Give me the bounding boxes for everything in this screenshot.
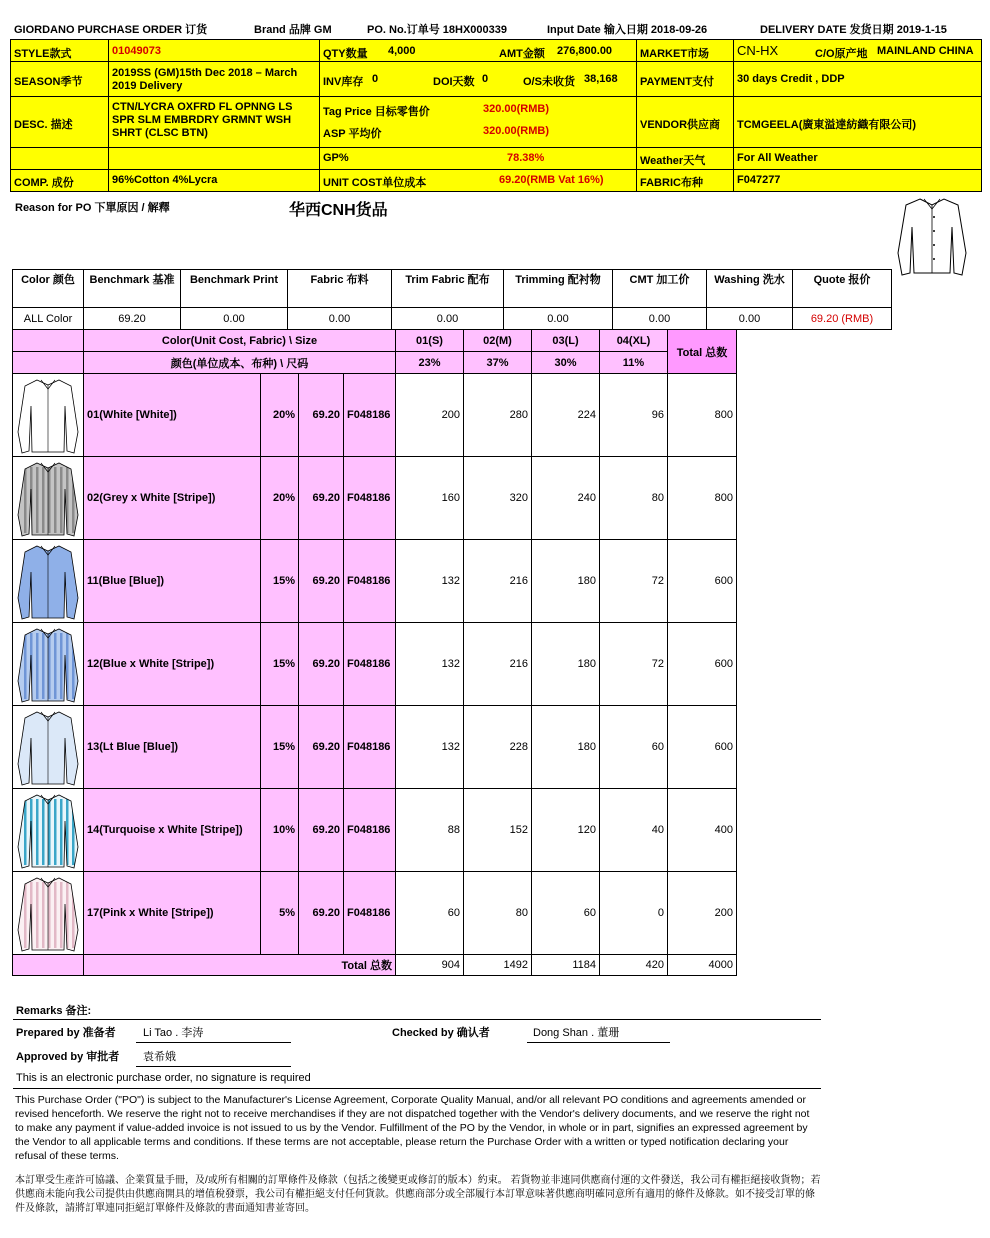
size-pct: 23%	[396, 352, 464, 374]
doi-value: 0	[482, 73, 489, 85]
bench-header: Fabric 布料	[288, 270, 392, 308]
po-number: PO. No.订单号 18HX000339	[367, 24, 508, 36]
row-qty-s: 88	[396, 789, 464, 872]
row-qty-xl: 80	[600, 457, 668, 540]
grand-total-label: Total 总数	[84, 955, 396, 976]
row-color-name: 14(Turquoise x White [Stripe])	[84, 789, 261, 872]
row-qty-m: 80	[464, 872, 532, 955]
amt-label: AMT金额	[499, 48, 545, 60]
bench-header: Color 颜色	[13, 270, 84, 308]
row-color-name: 12(Blue x White [Stripe])	[84, 623, 261, 706]
market-value: CN-HX	[737, 43, 779, 58]
delivery-date: DELIVERY DATE 发货日期 2019-1-15	[760, 24, 947, 36]
vendor-value: TCMGEELA(廣東溢達紡織有限公司)	[737, 119, 917, 131]
table-row	[13, 706, 737, 789]
weather-value: For All Weather	[737, 152, 818, 164]
row-unit-cost: 69.20	[299, 374, 344, 457]
row-unit-cost: 69.20	[299, 706, 344, 789]
inv-value: 0	[372, 73, 379, 85]
inv-label: INV库存	[323, 76, 364, 88]
row-qty-m: 216	[464, 540, 532, 623]
style-value: 01049073	[112, 45, 161, 57]
row-unit-cost: 69.20	[299, 623, 344, 706]
row-unit-cost: 69.20	[299, 872, 344, 955]
row-color-pct: 10%	[261, 789, 299, 872]
signature-line	[136, 1042, 291, 1043]
matrix-header-cn: 颜色(单位成本、布种) \ 尺码	[84, 352, 396, 374]
checked-label: Checked by 确认者	[392, 1027, 490, 1039]
bench-header: Quote 报价	[793, 270, 892, 308]
grand-total-cell: 4000	[668, 955, 737, 976]
reason-value: 华西CNH货品	[289, 202, 388, 219]
bench-value: 0.00	[288, 308, 392, 330]
benchmark-table	[12, 269, 892, 330]
row-qty-s: 132	[396, 706, 464, 789]
row-color-pct: 20%	[261, 457, 299, 540]
remarks-label: Remarks 备注:	[16, 1005, 92, 1017]
row-total: 200	[668, 872, 737, 955]
bench-value: 0.00	[613, 308, 707, 330]
row-color-name: 01(White [White])	[84, 374, 261, 457]
shirt-thumbnail	[13, 789, 84, 872]
table-row	[13, 540, 737, 623]
fabric-value: F047277	[737, 174, 781, 186]
row-qty-m: 228	[464, 706, 532, 789]
style-label: STYLE款式	[14, 48, 72, 60]
shirt-thumbnail	[13, 374, 84, 457]
reason-label: Reason for PO 下單原因 / 解釋	[15, 202, 170, 214]
input-date: Input Date 输入日期 2018-09-26	[547, 24, 708, 36]
bench-value: 0.00	[181, 308, 288, 330]
bench-header: Trimming 配衬物	[504, 270, 613, 308]
gp-value: 78.38%	[507, 152, 545, 164]
row-qty-l: 120	[532, 789, 600, 872]
divider	[13, 1019, 821, 1020]
row-qty-m: 216	[464, 623, 532, 706]
size-pct: 11%	[600, 352, 668, 374]
shirt-icon	[15, 708, 81, 787]
signature-line	[136, 1066, 291, 1067]
prepared-value: Li Tao . 李涛	[143, 1027, 204, 1039]
size-pct: 30%	[532, 352, 600, 374]
origin-label: C/O原产地	[815, 48, 868, 60]
matrix-header-en: Color(Unit Cost, Fabric) \ Size	[84, 330, 396, 352]
row-color-name: 11(Blue [Blue])	[84, 540, 261, 623]
weather-label: Weather天气	[640, 155, 706, 167]
row-qty-l: 180	[532, 540, 600, 623]
grand-total-cell: 1492	[464, 955, 532, 976]
row-color-pct: 15%	[261, 706, 299, 789]
season-label: SEASON季节	[14, 76, 83, 88]
os-value: 38,168	[584, 73, 618, 85]
table-row	[13, 789, 737, 872]
table-row	[13, 374, 737, 457]
size-header: 03(L)	[532, 330, 600, 352]
total-header: Total 总数	[668, 330, 737, 374]
row-color-name: 02(Grey x White [Stripe])	[84, 457, 261, 540]
shirt-thumbnail	[13, 457, 84, 540]
bench-value: 69.20	[84, 308, 181, 330]
gp-label: GP%	[323, 152, 349, 164]
row-unit-cost: 69.20	[299, 789, 344, 872]
row-qty-xl: 60	[600, 706, 668, 789]
divider	[13, 1088, 821, 1089]
table-row	[13, 872, 737, 955]
grand-total-cell: 1184	[532, 955, 600, 976]
row-qty-s: 132	[396, 623, 464, 706]
table-row	[13, 457, 737, 540]
size-header: 04(XL)	[600, 330, 668, 352]
row-total: 400	[668, 789, 737, 872]
approved-label: Approved by 审批者	[16, 1051, 120, 1063]
order-info-block	[10, 39, 982, 192]
row-qty-l: 224	[532, 374, 600, 457]
brand-field: Brand 品牌 GM	[254, 24, 332, 36]
row-total: 800	[668, 374, 737, 457]
row-color-name: 13(Lt Blue [Blue])	[84, 706, 261, 789]
row-qty-s: 60	[396, 872, 464, 955]
bench-value: 69.20 (RMB)	[793, 308, 892, 330]
row-fabric: F048186	[344, 789, 396, 872]
shirt-icon	[15, 542, 81, 621]
unit-cost-label: UNIT COST单位成本	[323, 177, 427, 189]
approved-value: 袁希娥	[143, 1051, 176, 1063]
size-header: 01(S)	[396, 330, 464, 352]
company-title: GIORDANO PURCHASE ORDER 订货	[14, 24, 208, 36]
payment-value: 30 days Credit , DDP	[737, 73, 845, 85]
size-pct: 37%	[464, 352, 532, 374]
row-qty-l: 180	[532, 623, 600, 706]
shirt-sketch-icon	[892, 193, 972, 277]
bench-value: ALL Color	[13, 308, 84, 330]
shirt-icon	[15, 625, 81, 704]
row-unit-cost: 69.20	[299, 540, 344, 623]
row-total: 600	[668, 540, 737, 623]
row-qty-s: 160	[396, 457, 464, 540]
row-qty-xl: 72	[600, 540, 668, 623]
row-qty-xl: 72	[600, 623, 668, 706]
comp-value: 96%Cotton 4%Lycra	[112, 174, 218, 186]
bench-value: 0.00	[392, 308, 504, 330]
signature-line	[527, 1042, 670, 1043]
row-qty-xl: 96	[600, 374, 668, 457]
desc-value: CTN/LYCRA OXFRD FL OPNNG LS SPR SLM EMBRDRY GRMNT WSH SHRT (CLSC BTN)	[112, 101, 293, 139]
row-fabric: F048186	[344, 706, 396, 789]
fabric-label: FABRIC布种	[640, 177, 703, 189]
bench-value: 0.00	[504, 308, 613, 330]
row-qty-xl: 0	[600, 872, 668, 955]
bench-header: Trim Fabric 配布	[392, 270, 504, 308]
asp-label: ASP 平均价	[323, 128, 382, 140]
asp-value: 320.00(RMB)	[483, 125, 550, 137]
row-fabric: F048186	[344, 457, 396, 540]
row-qty-m: 320	[464, 457, 532, 540]
row-total: 600	[668, 623, 737, 706]
row-qty-xl: 40	[600, 789, 668, 872]
grand-total-cell: 420	[600, 955, 668, 976]
bench-header: Benchmark 基准	[84, 270, 181, 308]
origin-value: MAINLAND CHINA	[877, 45, 974, 57]
shirt-icon	[15, 874, 81, 953]
prepared-label: Prepared by 准备者	[16, 1027, 116, 1039]
grand-total-cell: 904	[396, 955, 464, 976]
row-qty-l: 180	[532, 706, 600, 789]
os-label: O/S未收货	[523, 76, 575, 88]
bench-header: Washing 洗水	[707, 270, 793, 308]
shirt-icon	[15, 459, 81, 538]
row-color-pct: 5%	[261, 872, 299, 955]
shirt-thumbnail	[13, 872, 84, 955]
size-header: 02(M)	[464, 330, 532, 352]
row-fabric: F048186	[344, 540, 396, 623]
row-total: 600	[668, 706, 737, 789]
row-fabric: F048186	[344, 623, 396, 706]
row-total: 800	[668, 457, 737, 540]
tag-price-value: 320.00(RMB)	[483, 103, 550, 115]
terms-english: This Purchase Order ("PO") is subject to the Manufacturer's License Agreement, Corporate Quality Manual, and/or all relevant PO conditions and agreements amended or revised henceforth. We reserve the right not to receive merchandises if they are not dispatched together with the Vendor's delivery documents, and we reserve the right not to make any payment if value-added invoice is not issued to us by the Vendor. Fulfillment of the PO by the Vendor, in whole or in part, signifies an expressed agreement by the Vendor to all applicable terms and conditions. If these terms are not acceptable, please return the Purchase Order with a written or typed notification declaring your refusal of these terms.	[15, 1094, 810, 1162]
qty-value: 4,000	[388, 45, 416, 57]
shirt-thumbnail	[13, 706, 84, 789]
size-matrix-table	[12, 329, 737, 976]
row-qty-s: 200	[396, 374, 464, 457]
shirt-icon	[15, 376, 81, 455]
row-color-pct: 15%	[261, 540, 299, 623]
bench-header: Benchmark Print	[181, 270, 288, 308]
bench-header: CMT 加工价	[613, 270, 707, 308]
desc-label: DESC. 描述	[14, 119, 73, 131]
row-qty-s: 132	[396, 540, 464, 623]
market-label: MARKET市场	[640, 48, 710, 60]
terms-chinese: 本訂單受生產許可協議、企業質量手冊，及/或所有相關的訂單條件及條款（包括之後變更或修訂的版本）約束。 若貨物並非連同供應商付運的文件發送，我公司有權拒絕接收貨物；若供應商未能向我公司提供由供應商開具的增值稅發票，我公司有權拒絕支付任何貨款。供應商部分或全部履行本訂單意味著供應商明確同意所有適用的條件及條款。如不接受訂單的條件及條款，請將訂單連同拒絕訂單條件及條款的書面通知書並寄回。	[15, 1175, 821, 1214]
row-unit-cost: 69.20	[299, 457, 344, 540]
shirt-thumbnail	[13, 540, 84, 623]
tag-price-label: Tag Price 目标零售价	[323, 106, 430, 118]
unit-cost-value: 69.20(RMB Vat 16%)	[499, 174, 604, 186]
row-qty-l: 60	[532, 872, 600, 955]
row-fabric: F048186	[344, 872, 396, 955]
payment-label: PAYMENT支付	[640, 76, 714, 88]
bench-value: 0.00	[707, 308, 793, 330]
electronic-note: This is an electronic purchase order, no signature is required	[16, 1072, 311, 1084]
row-color-name: 17(Pink x White [Stripe])	[84, 872, 261, 955]
doi-label: DOI天数	[433, 76, 475, 88]
checked-value: Dong Shan . 董珊	[533, 1027, 620, 1039]
row-qty-m: 152	[464, 789, 532, 872]
row-color-pct: 15%	[261, 623, 299, 706]
comp-label: COMP. 成份	[14, 177, 74, 189]
season-value: 2019SS (GM)15th Dec 2018 – March 2019 Delivery	[112, 67, 298, 92]
table-row	[13, 623, 737, 706]
vendor-label: VENDOR供应商	[640, 119, 721, 131]
amt-value: 276,800.00	[557, 45, 613, 57]
row-qty-m: 280	[464, 374, 532, 457]
row-qty-l: 240	[532, 457, 600, 540]
row-fabric: F048186	[344, 374, 396, 457]
qty-label: QTY数量	[323, 48, 368, 60]
shirt-thumbnail	[13, 623, 84, 706]
shirt-icon	[15, 791, 81, 870]
row-color-pct: 20%	[261, 374, 299, 457]
